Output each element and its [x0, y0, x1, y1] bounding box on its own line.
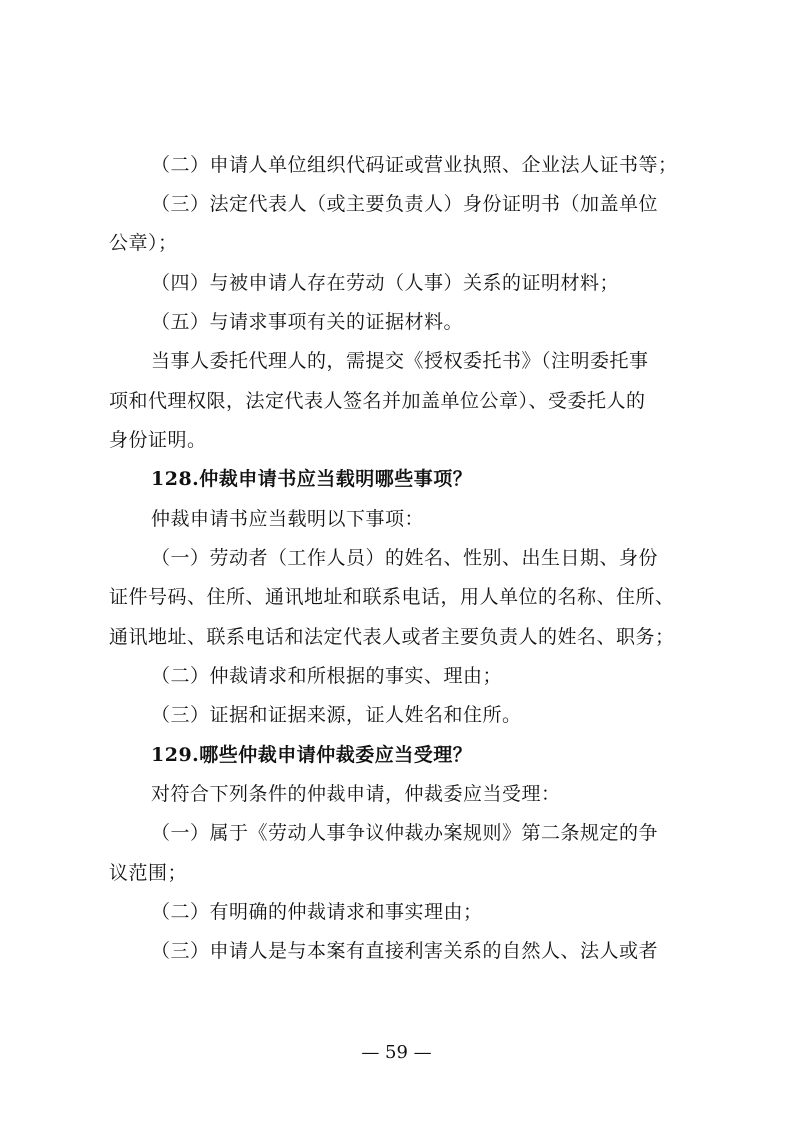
page-number: — 59 —: [361, 1042, 432, 1063]
text-line: （五）与请求事项有关的证据材料。: [151, 311, 464, 333]
text-line: 公章）；: [109, 232, 178, 254]
text-line: （二）仲裁请求和所根据的事实、理由；: [151, 665, 503, 687]
text-line: （二）申请人单位组织代码证或营业执照、企业法人证书等；: [151, 154, 678, 176]
text-line: 项和代理权限，法定代表人签名并加盖单位公章）、受委托人的: [109, 390, 646, 412]
text-line: 证件号码、住所、通讯地址和联系电话，用人单位的名称、住所、: [109, 586, 675, 608]
section-heading-129: 129.哪些仲裁申请仲裁委应当受理？: [151, 744, 473, 766]
text-line: （一）属于《劳动人事争议仲裁办案规则》第二条规定的争: [151, 822, 659, 844]
text-line: 议范围；: [109, 862, 188, 884]
text-line: （三）法定代表人（或主要负责人）身份证明书（加盖单位: [151, 193, 659, 215]
section-heading-128: 128.仲裁申请书应当载明哪些事项？: [151, 468, 473, 490]
text-line: （四）与被申请人存在劳动（人事）关系的证明材料；: [151, 272, 620, 294]
text-line: 当事人委托代理人的，需提交《授权委托书》（注明委托事: [151, 350, 649, 372]
text-line: （一）劳动者（工作人员）的姓名、性别、出生日期、身份: [151, 547, 659, 569]
text-line: 通讯地址、联系电话和法定代表人或者主要负责人的姓名、职务；: [109, 626, 675, 648]
text-line: 仲裁申请书应当载明以下事项：: [151, 508, 425, 530]
text-line: 对符合下列条件的仲裁申请，仲裁委应当受理：: [151, 783, 561, 805]
text-line: （二）有明确的仲裁请求和事实理由；: [151, 901, 483, 923]
text-line: （三）证据和证据来源，证人姓名和住所。: [151, 704, 522, 726]
text-line: （三）申请人是与本案有直接利害关系的自然人、法人或者: [151, 940, 659, 962]
text-line: 身份证明。: [109, 429, 207, 451]
